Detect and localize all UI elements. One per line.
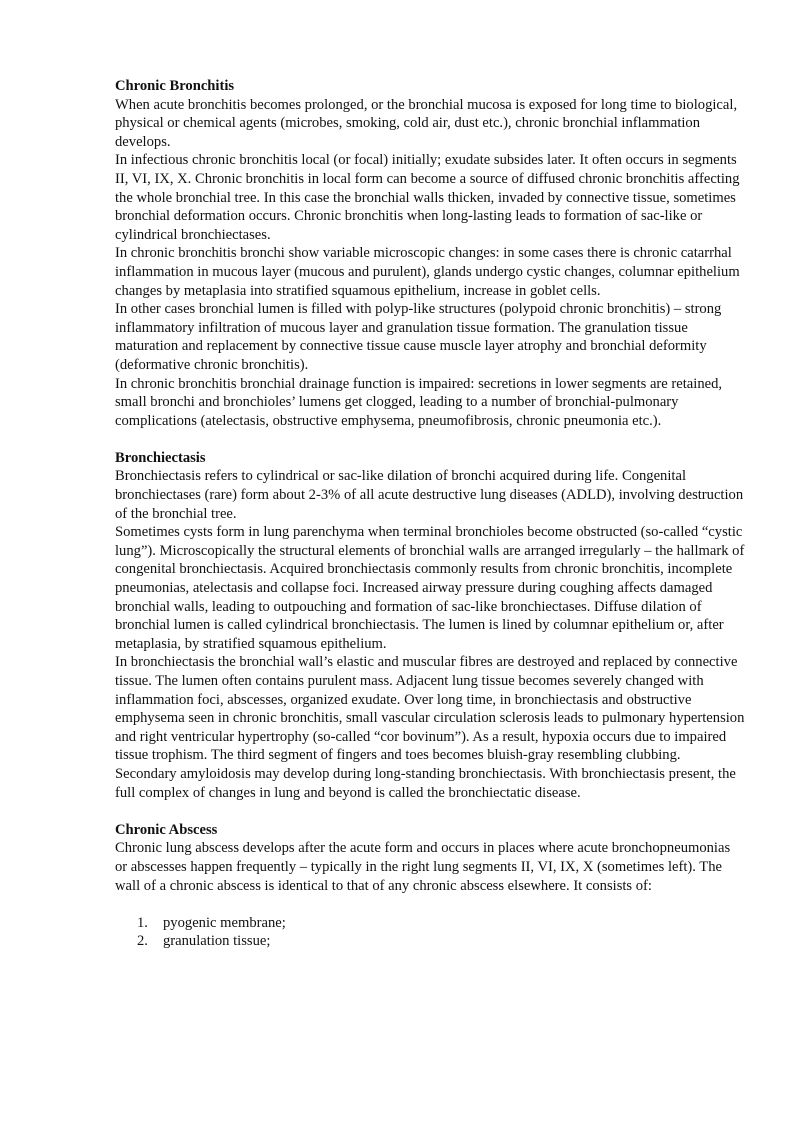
section-heading: Bronchiectasis [115,449,206,466]
paragraph: In bronchiectasis the bronchial wall’s elastic and muscular fibres are destroyed and replaced by connective tissue. The lumen often contains purulent mass. Adjacent lung tissue becomes severely changed with inflammation foci, abscesses, organized exudate. Over long time, in bronchiectasis and obstructive emphysema seen in chronic bronchitis, small vascular circulation sclerosis leads to pulmonary hypertension and right ventricular hypertrophy (so-called “cor bovinum”). As a result, hypoxia occurs due to impaired tissue trophism. The third segment of fingers and toes becomes bluish-gray resembling clubbing. Secondary amyloidosis may develop during long-standing bronchiectasis. With bronchiectasis present, the full complex of changes in lung and beyond is called the bronchiectatic disease. [115,654,745,801]
paragraph: Chronic lung abscess develops after the acute form and occurs in places where acute bronchopneumonias or abscesses happen frequently – typically in the right lung segments II, VI, IX, X (sometimes left). The wall of a chronic abscess is identical to that of any chronic abscess elsewhere. It consists of: [115,840,731,894]
list-item-text: granulation tissue; [163,933,271,950]
list-item-number: 2. [137,933,148,950]
section-heading: Chronic Bronchitis [115,78,235,94]
list-item [115,932,745,951]
paragraph: In infectious chronic bronchitis local (or focal) initially; exudate subsides later. It often occurs in segments II, VI, IX, X. Chronic bronchitis in local form can become a source of diffused chronic bronchitis affecting the whole bronchial tree. In this case the bronchial walls thicken, invaded by connective tissue, sometimes bronchial deformation occurs. Chronic bronchitis when long-lasting leads to formation of sac-like or cylindrical bronchiectases. [115,152,740,243]
section-heading: Chronic Abscess [115,821,218,838]
section-bronchiectasis [115,449,745,802]
paragraph: In chronic bronchitis bronchial drainage function is impaired: secretions in lower segments are retained, small bronchi and bronchioles’ lumens get clogged, leading to a number of bronchial-pulmonary complications (atelectasis, obstructive emphysema, pneumofibrosis, chronic pneumonia etc.). [115,375,723,429]
paragraph: In other cases bronchial lumen is filled with polyp-like structures (polypoid chronic bronchitis) – strong inflammatory infiltration of mucous layer and granulation tissue formation. The granulation tissue maturation and replacement by connective tissue cause muscle layer atrophy and bronchial deformity (deformative chronic bronchitis). [115,301,722,373]
section-chronic-abscess [115,821,745,951]
abscess-wall-layers-list [115,914,745,951]
paragraph: Bronchiectasis refers to cylindrical or sac-like dilation of bronchi acquired during life. Congenital bronchiectases (rare) form about 2-3% of all acute destructive lung diseases (ADLD), involving destruction of the bronchial tree. [115,468,744,522]
paragraph: Sometimes cysts form in lung parenchyma when terminal bronchioles become obstructed (so-called “cystic lung”). Microscopically the structural elements of bronchial walls are arranged irregularly – the hallmark of congenital bronchiectasis. Acquired bronchiectasis commonly results from chronic bronchitis, incomplete pneumonias, atelectasis and collapse foci. Increased airway pressure during coughing affects damaged bronchial walls, leading to outpouching and formation of sac-like bronchiectases. Diffuse dilation of bronchial lumen is called cylindrical bronchiectasis. The lumen is lined by columnar epithelium or, after metaplasia, by stratified squamous epithelium. [115,524,745,652]
paragraph: When acute bronchitis becomes prolonged, or the bronchial mucosa is exposed for long time to biological, physical or chemical agents (microbes, smoking, cold air, dust etc.), chronic bronchial inflammation develops. [115,96,738,150]
list-item-number: 1. [137,914,148,931]
section-chronic-bronchitis [115,77,745,430]
paragraph: In chronic bronchitis bronchi show variable microscopic changes: in some cases there is chronic catarrhal inflammation in mucous layer (mucous and purulent), glands undergo cystic changes, columnar epithelium changes by metaplasia into stratified squamous epithelium, increase in goblet cells. [115,245,740,299]
list-item [115,914,745,933]
list-item-text: pyogenic membrane; [163,914,286,931]
document-page [115,77,745,951]
